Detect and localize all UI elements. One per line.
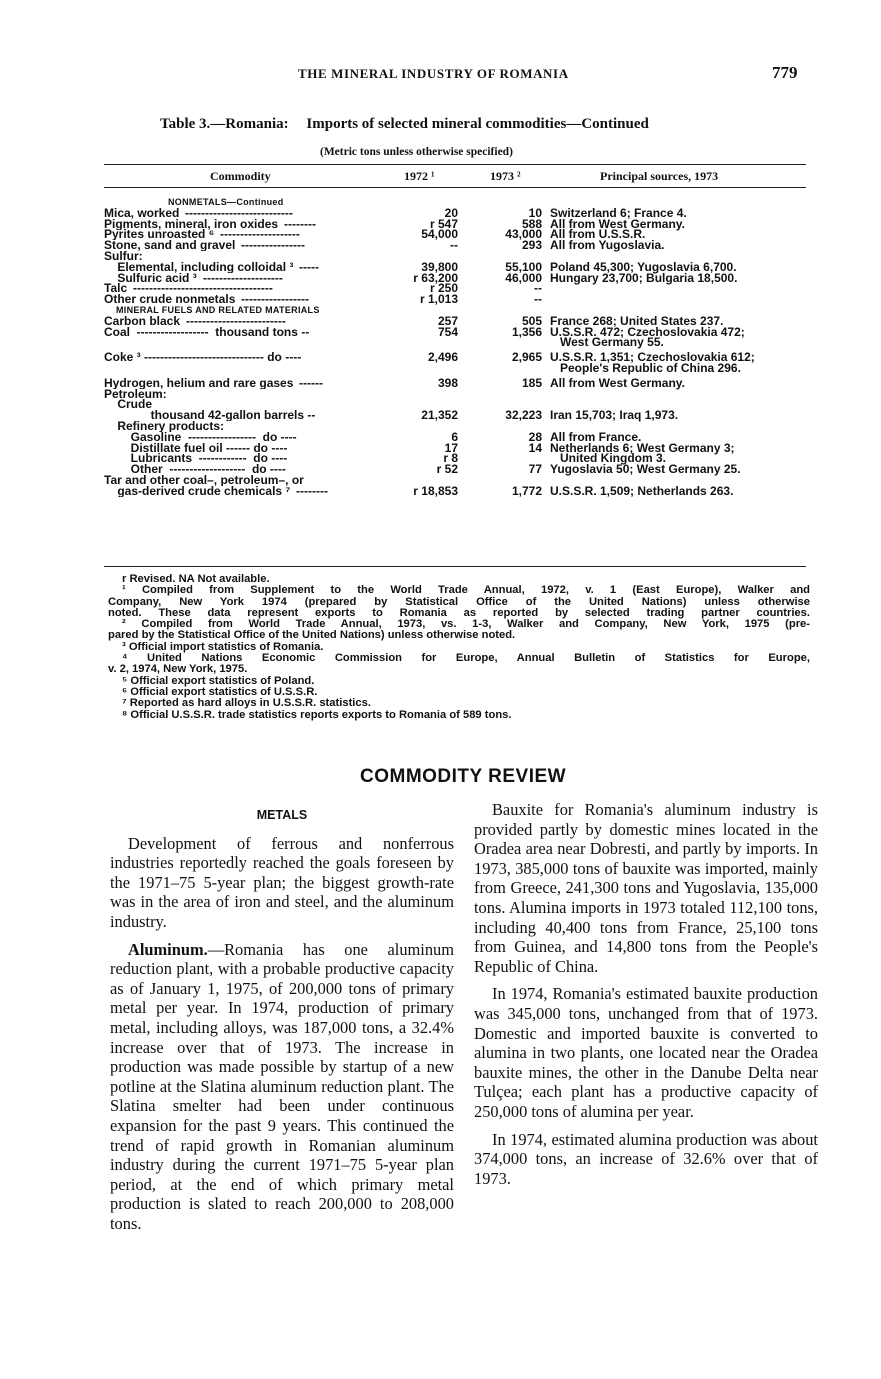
cell-commodity: MINERAL FUELS AND RELATED MATERIALS bbox=[116, 304, 320, 315]
cell-sources: Iran 15,703; Iraq 1,973. bbox=[550, 408, 679, 423]
cell-sources: All from Yugoslavia. bbox=[550, 238, 665, 253]
table-title bbox=[160, 116, 649, 133]
footnote: v. 2, 1974, New York, 1975. bbox=[108, 663, 248, 676]
cell-1972: r 250 bbox=[429, 281, 458, 296]
cell-1973: 77 bbox=[528, 462, 542, 477]
paragraph-aluminum bbox=[110, 940, 454, 1234]
table-header bbox=[104, 169, 806, 187]
cell-commodity: gas-derived crude chemicals ⁷ bbox=[104, 485, 291, 497]
cell-1972: r 18,853 bbox=[413, 483, 458, 498]
table-title-rest: Imports of selected mineral commodities—Continued bbox=[306, 116, 649, 132]
cell-leader: ------ bbox=[299, 375, 323, 390]
cell-commodity: Crude bbox=[104, 399, 153, 411]
cell-1972: 754 bbox=[437, 324, 458, 339]
cell-commodity: Stone, sand and gravel bbox=[104, 240, 236, 252]
cell-1973: 1,356 bbox=[511, 324, 542, 339]
cell-sources: U.S.S.R. 1,509; Netherlands 263. bbox=[550, 483, 734, 498]
footnote: ² Compiled from World Trade Annual, 1973, vs. 1-3, Walker and Company, New York, 1975 (pre- bbox=[122, 618, 810, 631]
cell-sources: All from France. bbox=[550, 429, 642, 444]
right-column bbox=[474, 800, 818, 1196]
footnote: ³ Official import statistics of Romania. bbox=[122, 640, 324, 653]
cell-1973: -- bbox=[534, 292, 542, 307]
header-sources: Principal sources, 1973 bbox=[600, 169, 719, 183]
cell-1972: 21,352 bbox=[421, 408, 458, 423]
aluminum-runin-head: Aluminum. bbox=[128, 939, 208, 959]
cell-leader: ----------------------------------- bbox=[133, 281, 273, 296]
footnote: r Revised. NA Not available. bbox=[122, 573, 270, 585]
footnote: ⁷ Reported as hard alloys in U.S.S.R. statistics. bbox=[122, 697, 371, 710]
table-row bbox=[104, 360, 806, 375]
cell-commodity: Pigments, mineral, iron oxides bbox=[104, 218, 279, 230]
cell-1973: 185 bbox=[521, 375, 542, 390]
cell-commodity: Elemental, including colloidal ³ bbox=[104, 261, 294, 273]
table-title-prefix: Table 3.—Romania: bbox=[160, 116, 289, 132]
table-top-rule bbox=[104, 164, 806, 165]
table-header-rule bbox=[104, 187, 806, 188]
left-column bbox=[110, 800, 454, 1241]
cell-1973: 293 bbox=[521, 238, 542, 253]
cell-commodity: Coke ³ ------------------------------ do ---- bbox=[104, 352, 302, 364]
cell-leader: ----------------- bbox=[241, 292, 309, 307]
paragraph-alumina-production: In 1974, estimated alumina production was about 374,000 tons, an increase of 32.6% over that of 1973. bbox=[474, 1129, 818, 1188]
table-row bbox=[104, 324, 806, 339]
cell-1973: 14 bbox=[528, 440, 542, 455]
cell-leader: -------------------- bbox=[220, 227, 300, 242]
cell-1972: 39,800 bbox=[421, 259, 458, 274]
cell-commodity: Petroleum: bbox=[104, 388, 167, 400]
header-commodity: Commodity bbox=[210, 169, 271, 183]
cell-1972: 17 bbox=[444, 440, 458, 455]
cell-1973: 505 bbox=[521, 313, 542, 328]
cell-sources: France 268; United States 237. bbox=[550, 313, 724, 328]
cell-1972: r 1,013 bbox=[419, 292, 458, 307]
cell-1972: r 52 bbox=[436, 462, 458, 477]
cell-commodity: Pyrites unroasted ⁶ bbox=[104, 229, 215, 241]
cell-commodity: Other crude nonmetals bbox=[104, 294, 236, 306]
cell-1973: 10 bbox=[528, 205, 542, 220]
cell-1973: 46,000 bbox=[505, 270, 542, 285]
cell-leader: -------------------- bbox=[203, 270, 283, 285]
cell-sources: Yugoslavia 50; West Germany 25. bbox=[550, 462, 741, 477]
table-row bbox=[104, 410, 806, 421]
cell-1973: 2,965 bbox=[511, 350, 542, 365]
cell-commodity: Refinery products: bbox=[104, 420, 225, 432]
cell-commodity: Mica, worked bbox=[104, 207, 180, 219]
cell-sources: United Kingdom 3. bbox=[550, 451, 666, 466]
cell-sources: Netherlands 6; West Germany 3; bbox=[550, 440, 735, 455]
cell-1972: 20 bbox=[444, 205, 458, 220]
paragraph-bauxite: Bauxite for Romania's aluminum industry is provided partly by domestic mines located in the Oradea area near Dobresti, and partly by imports. In 1973, 385,000 tons of bauxite was imported, mainly from Greece, 241,300 tons and Yugoslavia, 135,000 tons. Alumina imports in 1973 totaled 112,100 tons, including 40,400 tons from France, 25,100 tons from Guinea, and 14,800 tons from the People's Republic of China. bbox=[474, 800, 818, 976]
cell-1973: 55,100 bbox=[505, 259, 542, 274]
cell-commodity: Coal ------------------ thousand tons -- bbox=[104, 326, 310, 338]
table-row bbox=[104, 464, 806, 475]
footnote: Company, New York 1974 (prepared by Statistical Office of the United Nations) unless otherwise bbox=[108, 595, 810, 608]
cell-sources: Hungary 23,700; Bulgaria 18,500. bbox=[550, 270, 738, 285]
table-row bbox=[104, 337, 806, 348]
cell-leader: -------- bbox=[284, 216, 316, 231]
cell-1972: r 547 bbox=[429, 216, 458, 231]
footnote: ⁶ Official export statistics of U.S.S.R. bbox=[122, 685, 318, 698]
footnotes bbox=[108, 574, 810, 721]
cell-commodity: thousand 42-gallon barrels -- bbox=[104, 410, 316, 422]
cell-commodity: Sulfuric acid ³ bbox=[104, 272, 197, 284]
cell-commodity: Carbon black bbox=[104, 315, 181, 327]
cell-sources: West Germany 55. bbox=[550, 335, 664, 350]
cell-1973: 588 bbox=[521, 216, 542, 231]
footnote: noted. These data represent exports to Romania as reported by selected trading partner countries. bbox=[108, 606, 810, 619]
table-row bbox=[104, 240, 806, 251]
cell-sources: Poland 45,300; Yugoslavia 6,700. bbox=[550, 259, 737, 274]
header-1973: 1973 ² bbox=[490, 169, 521, 183]
cell-1972: 54,000 bbox=[421, 227, 458, 242]
cell-leader: --------------------------- bbox=[185, 205, 293, 220]
cell-1973: 28 bbox=[528, 429, 542, 444]
cell-1972: 2,496 bbox=[427, 350, 458, 365]
footnote: ⁵ Official export statistics of Poland. bbox=[122, 674, 315, 687]
cell-1972: 398 bbox=[437, 375, 458, 390]
table-bottom-rule bbox=[104, 566, 806, 567]
metals-subhead: METALS bbox=[256, 808, 308, 822]
cell-sources: All from West Germany. bbox=[550, 216, 685, 231]
footnote: ⁴ United Nations Economic Commission for Europe, Annual Bulletin of Statistics for Europe, bbox=[122, 652, 810, 665]
cell-commodity: Talc bbox=[104, 283, 128, 295]
cell-1972: 6 bbox=[451, 429, 458, 444]
footnote: ⁸ Official U.S.S.R. trade statistics reports exports to Romania of 589 tons. bbox=[122, 708, 512, 721]
cell-commodity: Tar and other coal–, petroleum–, or bbox=[104, 474, 304, 486]
footnote: ¹ Compiled from Supplement to the World Trade Annual, 1972, v. 1 (East Europe), Walker and bbox=[122, 584, 810, 597]
running-head: THE MINERAL INDUSTRY OF ROMANIA bbox=[298, 66, 569, 81]
cell-leader: ------------------------- bbox=[186, 313, 286, 328]
cell-sources: Switzerland 6; France 4. bbox=[550, 205, 687, 220]
page-number: 779 bbox=[772, 63, 798, 82]
cell-sources: U.S.S.R. 1,351; Czechoslovakia 612; bbox=[550, 350, 755, 365]
cell-sources: All from West Germany. bbox=[550, 375, 685, 390]
cell-1973: 32,223 bbox=[505, 408, 542, 423]
paragraph-bauxite-production: In 1974, Romania's estimated bauxite production was 345,000 tons, unchanged from that of 1973. Domestic and imported bauxite is converted to alumina in two plants, one located near the Oradea bauxite mines, the other in the Danube Delta near Tulçea; each plant has a productive capacity of 250,000 tons of alumina per year. bbox=[474, 984, 818, 1121]
cell-1973: -- bbox=[534, 281, 542, 296]
section-title: COMMODITY REVIEW bbox=[360, 766, 567, 787]
cell-commodity: Gasoline ----------------- do ---- bbox=[104, 431, 297, 443]
cell-commodity: Lubricants ------------ do ---- bbox=[104, 453, 288, 465]
cell-commodity: Sulfur: bbox=[104, 250, 143, 262]
cell-1972: 257 bbox=[437, 313, 458, 328]
table-body bbox=[104, 197, 806, 497]
table-row bbox=[104, 483, 806, 498]
cell-1973: 1,772 bbox=[511, 483, 542, 498]
cell-1973: 43,000 bbox=[505, 227, 542, 242]
cell-sources: U.S.S.R. 472; Czechoslovakia 472; bbox=[550, 324, 745, 339]
cell-leader: -------- bbox=[296, 483, 328, 498]
cell-sources: People's Republic of China 296. bbox=[550, 360, 741, 375]
paragraph-development: Development of ferrous and nonferrous industries reportedly reached the goals foreseen by the 1971–75 5-year plan; the biggest growth-rate was in the area of iron and steel, and the aluminum industry. bbox=[110, 833, 454, 931]
table-row bbox=[104, 375, 806, 390]
cell-1972: r 8 bbox=[443, 451, 458, 466]
header-1972: 1972 ¹ bbox=[404, 169, 435, 183]
cell-1972: -- bbox=[450, 238, 458, 253]
cell-commodity: Other ------------------- do ---- bbox=[104, 464, 286, 476]
table-row bbox=[104, 294, 806, 305]
cell-commodity: Distillate fuel oil ------ do ---- bbox=[104, 442, 288, 454]
cell-commodity: NONMETALS—Continued bbox=[168, 197, 284, 207]
cell-sources: All from U.S.S.R. bbox=[550, 227, 646, 242]
table-row bbox=[104, 389, 806, 400]
cell-leader: ----- bbox=[299, 259, 319, 274]
cell-leader: ---------------- bbox=[241, 238, 305, 253]
footnote: pared by the Statistical Office of the United Nations) unless otherwise noted. bbox=[108, 629, 516, 642]
cell-commodity: Hydrogen, helium and rare gases bbox=[104, 377, 294, 389]
cell-1972: r 63,200 bbox=[413, 270, 458, 285]
aluminum-text: —Romania has one aluminum reduction plant, with a probable productive capacity as of January 1, 1975, of 200,000 tons of primary metal per year. In 1974, production of primary metal, including alloys, was 187,000 tons, a 32.4% increase over that of 1973. The increase in production was made possible by startup of a new potline at the Slatina aluminum reduction plant. The Slatina smelter had been under continuous expansion for the past 9 years. This continued the trend of rapid growth in Romanian aluminum industry during the current 1971–75 5-year plan period, at the end of which primary metal production is slated to reach 200,000 to 208,000 tons. bbox=[110, 939, 454, 1233]
table-units: (Metric tons unless otherwise specified) bbox=[320, 146, 513, 158]
